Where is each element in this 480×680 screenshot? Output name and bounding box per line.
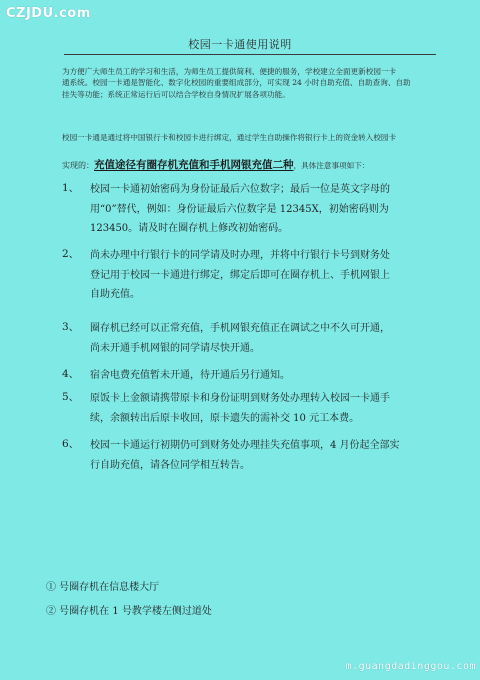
notice-line: 圈存机已经可以正常充值，手机网银充值正在调试之中不久可开通， — [90, 323, 390, 334]
document-title: 校园一卡通使用说明 — [188, 38, 292, 51]
notice-line: 自助充值。 — [90, 289, 140, 300]
notice-number: 1、 — [62, 182, 80, 194]
notice-number: 3、 — [62, 321, 80, 333]
recharge-methods-line — [62, 157, 369, 172]
notice-line: 校园一卡通运行初期仍可到财务处办理挂失充值事项，4 月份起全部实 — [90, 440, 400, 451]
notice-text — [90, 389, 440, 428]
notice-line: 校园一卡通初始密码为身份证最后六位数字；最后一位是英文字母的 — [90, 184, 390, 195]
notice-line: 登记用于校园一卡通进行绑定，绑定后即可在圈存机上、手机网银上 — [90, 269, 390, 281]
intro-paragraph-1 — [62, 66, 438, 100]
notice-text — [90, 436, 440, 475]
notice-text — [90, 246, 440, 305]
notice-line: 行自助充值，请各位同学相互转告。 — [90, 459, 250, 471]
highlight-suffix: ，具体注意事项如下： — [293, 161, 370, 170]
notice-line: 宿舍电费充值暂未开通，待开通后另行通知。 — [90, 370, 290, 381]
site-watermark-top: CZJDU.com — [6, 6, 91, 21]
recharge-methods-emphasis: 充值途径有圈存机充值和手机网银充值二种 — [94, 159, 294, 171]
notice-line: 续，余额转出后原卡收回，原卡遗失的需补交 10 元工本费。 — [90, 412, 360, 424]
notice-line: 尚未开通手机网银的同学请尽快开通。 — [90, 342, 260, 354]
notice-line: 原饭卡上金额请携带原卡和身份证明到财务处办理转入校园一卡通手 — [90, 393, 390, 404]
notice-text — [90, 366, 440, 386]
intro-line: 通系统。校园一卡通是智能化、数字化校园的重要组成部分，可实现 24 小时自助充值、自助查询、自助 — [62, 78, 411, 88]
notice-number: 5、 — [62, 391, 80, 403]
site-watermark-bottom: m.guangdadinggou.com — [345, 661, 476, 672]
title-divider — [64, 54, 436, 55]
intro-line: 校园一卡通是通过将中国银行卡和校园卡进行绑定，通过学生自助操作将银行卡上的资金转入校园卡 — [62, 133, 397, 142]
kiosk-location-note-2: ② 号圈存机在 1 号教学楼左侧过道处 — [46, 606, 212, 617]
notice-line: 123450。请及时在圈存机上修改初始密码。 — [90, 223, 289, 234]
notice-line: 尚未办理中行银行卡的同学请及时办理，并将中行银行卡号到财务处 — [90, 250, 390, 261]
notice-text — [90, 319, 440, 358]
intro-paragraph-2 — [62, 132, 438, 143]
kiosk-location-note-1: ① 号圈存机在信息楼大厅 — [46, 582, 160, 593]
intro-line: 挂失等功能；系统正常运行后可以结合学校自身情况扩展各项功能。 — [62, 89, 290, 99]
notice-line: 用“0”替代，例如：身份证最后六位数字是 12345X，初始密码则为 — [90, 203, 389, 215]
notice-text — [90, 180, 440, 239]
notice-number: 4、 — [62, 368, 80, 380]
intro-line: 为方便广大师生员工的学习和生活，为师生员工提供简利、便捷的服务，学校建立全面更新校园一卡 — [62, 67, 397, 76]
notice-number: 2、 — [62, 248, 80, 260]
highlight-prefix: 实现的： — [62, 161, 94, 170]
notice-number: 6、 — [62, 438, 80, 450]
